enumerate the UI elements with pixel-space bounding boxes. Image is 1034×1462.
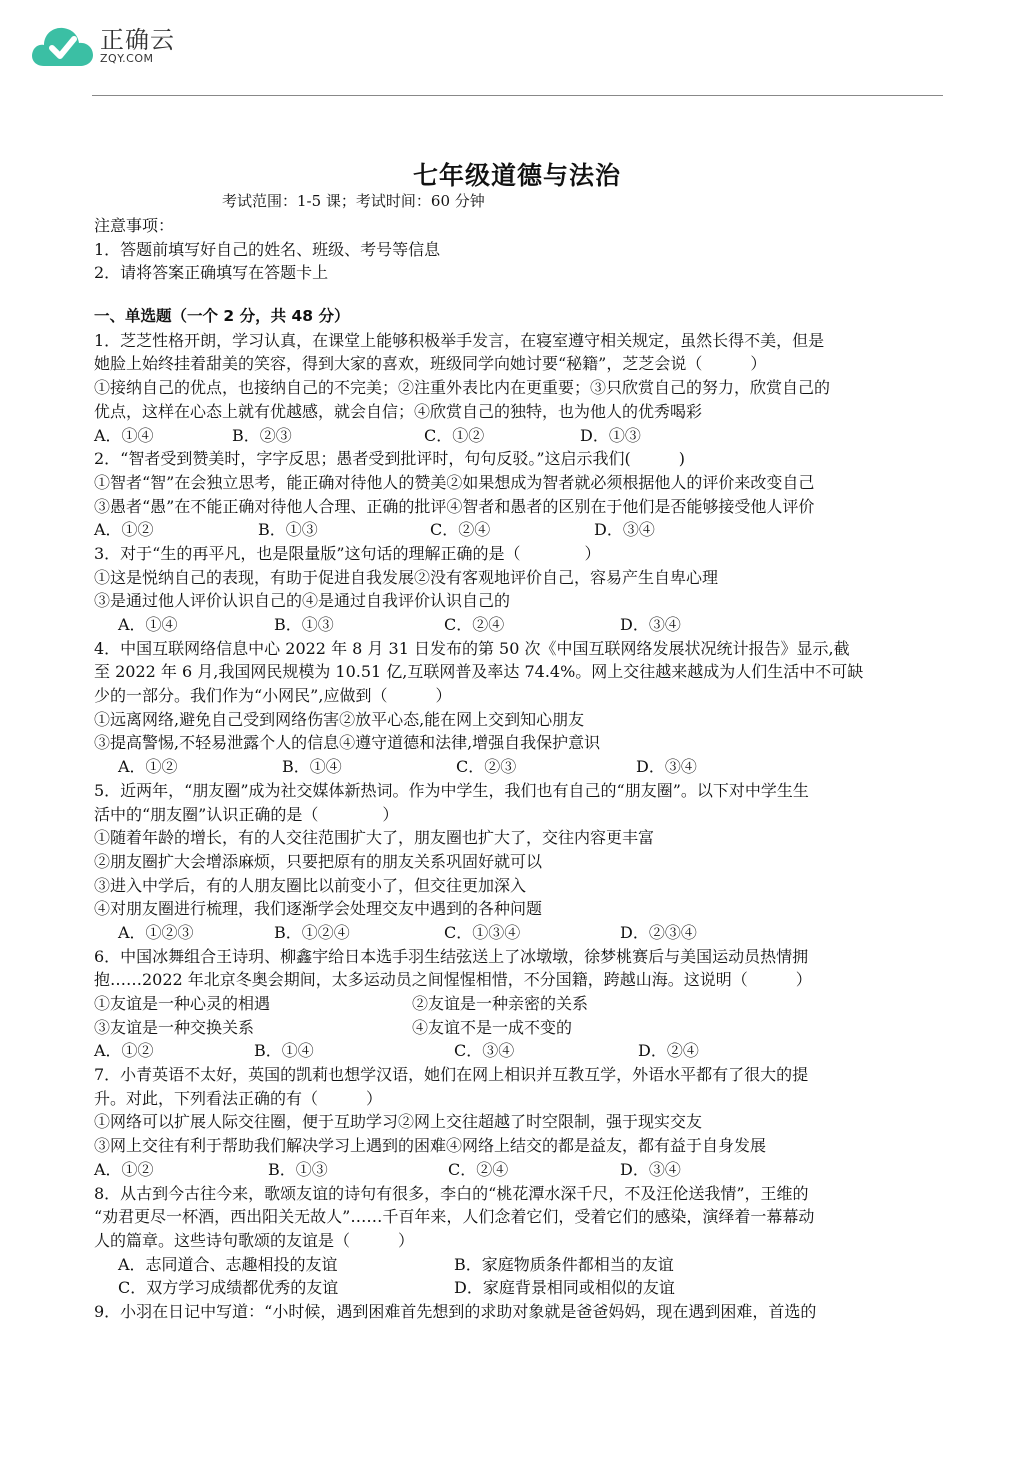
question-line: ③提高警惕,不轻易泄露个人的信息④遵守道德和法律,增强自我保护意识	[94, 733, 601, 753]
option: D．②③④	[620, 922, 697, 942]
question-block	[94, 542, 944, 637]
cloud-check-icon	[30, 20, 94, 72]
statement: ①友谊是一种心灵的相遇	[94, 994, 271, 1013]
options-indent	[94, 755, 118, 779]
question-line: ②朋友圈扩大会增添麻烦，只要把原有的朋友关系巩固好就可以	[94, 851, 543, 871]
question-block	[94, 945, 944, 1063]
question-block	[94, 1300, 944, 1324]
option: A．①②	[94, 1041, 154, 1061]
options-row	[94, 1253, 944, 1277]
question-line: 8．从古到今古往今来，歌颂友谊的诗句有很多，李白的“桃花潭水深千尺，不及汪伦送我情”，王维的	[94, 1183, 809, 1203]
option: B．①③	[274, 615, 334, 634]
option: A．①②	[94, 1159, 154, 1179]
option: A．志同道合、志趣相投的友谊	[118, 1254, 338, 1274]
statement: ④友谊不是一成不变的	[412, 1017, 573, 1037]
question-block	[94, 1063, 944, 1181]
options-row	[94, 755, 944, 779]
option: A．①②	[94, 520, 154, 540]
question-line: 抱……2022 年北京冬奥会期间，太多运动员之间惺惺相惜，不分国籍，跨越山海。这说明（ ）	[94, 970, 812, 990]
option: C．③④	[454, 1041, 515, 1061]
option: C．②③	[456, 757, 517, 777]
question-line: ①网络可以扩展人际交往圈，便于互助学习②网上交往超越了时空限制，强于现实交友	[94, 1112, 703, 1132]
section-title: 一、单选题（一个 2 分，共 48 分）	[94, 307, 350, 326]
option: A．①②	[118, 757, 178, 777]
option: C．②④	[430, 520, 491, 540]
option: D．③④	[636, 757, 697, 777]
options-row	[94, 1158, 944, 1182]
question-block	[94, 447, 944, 542]
spacer	[94, 285, 944, 305]
header-divider	[92, 95, 943, 96]
question-block	[94, 329, 944, 447]
options-indent	[94, 921, 118, 945]
option: B．家庭物质条件都相当的友谊	[454, 1254, 674, 1274]
option: B．①③	[258, 520, 318, 540]
question-line: ③进入中学后，有的人朋友圈比以前变小了，但交往更加深入	[94, 875, 527, 895]
options-row	[94, 1276, 944, 1300]
options-row	[94, 518, 944, 542]
question-line: ①这是悦纳自己的表现，有助于促进自我发展②没有客观地评价自己，容易产生自卑心理	[94, 567, 719, 587]
option: D．③④	[620, 1159, 681, 1179]
question-line: 2．“智者受到赞美时，字字反思；愚者受到批评时，句句反驳。”这启示我们( )	[94, 449, 686, 469]
option: C．双方学习成绩都优秀的友谊	[118, 1278, 339, 1298]
notes-heading: 注意事项：	[94, 216, 175, 235]
question-line: 5．近两年，“朋友圈”成为社交媒体新热词。作为中学生，我们也有自己的“朋友圈”。以下对中学生生	[94, 780, 809, 800]
note-item: 2．请将答案正确填写在答题卡上	[94, 263, 329, 283]
question-line: ③是通过他人评价认识自己的④是通过自我评价认识自己的	[94, 591, 511, 611]
question-line: 少的一部分。我们作为“小网民”,应做到（ ）	[94, 686, 452, 706]
question-line: 7．小青英语不太好，英国的凯莉也想学汉语，她们在网上相识并互教互学，外语水平都有了很大的提	[94, 1065, 809, 1085]
question-line: 6．中国冰舞组合王诗玥、柳鑫宇给日本选手羽生结弦送上了冰墩墩，徐梦桃赛后与美国运动员热情拥	[94, 946, 809, 966]
option: D．家庭背景相同或相似的友谊	[454, 1278, 675, 1298]
question-block	[94, 779, 944, 945]
option: D．①③	[580, 425, 641, 445]
question-line: ③网上交往有利于帮助我们解决学习上遇到的困难④网络上结交的都是益友，都有益于自身发展	[94, 1136, 767, 1156]
option: B．①④	[254, 1041, 314, 1061]
question-line: 活中的“朋友圈”认识正确的是（ ）	[94, 804, 399, 824]
question-line: 她脸上始终挂着甜美的笑容，得到大家的喜欢，班级同学向她讨要“秘籍”，芝芝会说（ ）	[94, 354, 767, 374]
question-line: 3．对于“生的再平凡，也是限量版”这句话的理解正确的是（ ）	[94, 543, 601, 563]
option: C．②④	[448, 1159, 509, 1179]
question-block	[94, 1182, 944, 1300]
question-line: 升。对此，下列看法正确的有（ ）	[94, 1088, 383, 1108]
question-line: ①智者“智”在会独立思考，能正确对待他人的赞美②如果想成为智者就必须根据他人的评价来改变自己	[94, 472, 815, 492]
question-line: ①远离网络,避免自己受到网络伤害②放平心态,能在网上交到知心朋友	[94, 709, 585, 729]
statement-row	[94, 992, 944, 1016]
question-line: ①接纳自己的优点，也接纳自己的不完美；②注重外表比内在更重要；③只欣赏自己的努力，欣赏自己的	[94, 378, 831, 398]
exam-info: 考试范围：1-5 课；考试时间：60 分钟	[222, 192, 485, 210]
option: B．②③	[232, 425, 292, 445]
question-line: “劝君更尽一杯酒，西出阳关无故人”……千百年来，人们念着它们，受着它们的感染，演绎着一幕幕动	[94, 1207, 815, 1227]
question-line: ④对朋友圈进行梳理，我们逐渐学会处理交友中遇到的各种问题	[94, 899, 543, 919]
option: B．①②④	[274, 922, 350, 942]
option: C．②④	[444, 615, 505, 634]
option: A．①②③	[118, 922, 194, 942]
option: A．①④	[94, 425, 154, 445]
brand-text	[100, 27, 175, 65]
statement: ③友谊是一种交换关系	[94, 1017, 255, 1037]
page-title: 七年级道德与法治	[412, 161, 621, 190]
question-line: 人的篇章。这些诗句歌颂的友谊是（ ）	[94, 1230, 415, 1250]
option: B．①④	[282, 757, 342, 777]
brand-logo	[30, 20, 175, 72]
option: D．③④	[620, 615, 681, 634]
question-line: 1．芝芝性格开朗，学习认真，在课堂上能够积极举手发言，在寝室遵守相关规定，虽然长得不美，但是	[94, 330, 825, 350]
option: C．①③④	[444, 922, 521, 942]
options-row	[94, 921, 944, 945]
question-line: 9．小羽在日记中写道：“小时候，遇到困难首先想到的求助对象就是爸爸妈妈，现在遇到困难，首选的	[94, 1301, 817, 1321]
options-row	[94, 424, 944, 448]
question-line: 优点，这样在心态上就有优越感，就会自信；④欣赏自己的独特，也为他人的优秀喝彩	[94, 401, 703, 421]
question-line: 4．中国互联网络信息中心 2022 年 8 月 31 日发布的第 50 次《中国互联网络发展状况统计报告》显示,截	[94, 638, 850, 658]
statement: ②友谊是一种亲密的关系	[412, 994, 589, 1013]
option: D．②④	[638, 1041, 699, 1061]
option: A．①④	[118, 615, 178, 634]
options-indent	[94, 613, 118, 637]
note-item: 1．答题前填写好自己的姓名、班级、考号等信息	[94, 239, 441, 259]
question-list	[94, 329, 944, 1324]
option: C．①②	[424, 425, 485, 445]
question-block	[94, 637, 944, 779]
options-row	[94, 1039, 944, 1063]
option: B．①③	[268, 1159, 328, 1179]
exam-body	[94, 214, 944, 1324]
question-line: ③愚者“愚”在不能正确对待他人合理、正确的批评④智者和愚者的区别在于他们是否能够接受他人评价	[94, 496, 815, 516]
brand-name-en: ZQY.COM	[100, 52, 154, 65]
option: D．③④	[594, 520, 655, 540]
statement-row	[94, 1016, 944, 1040]
options-row	[94, 613, 944, 637]
question-line: 至 2022 年 6 月,我国网民规模为 10.51 亿,互联网普及率达 74.4%。网上交往越来越成为人们生活中不可缺	[94, 662, 864, 682]
question-line: ①随着年龄的增长，有的人交往范围扩大了，朋友圈也扩大了，交往内容更丰富	[94, 828, 655, 848]
brand-name-cn: 正确云	[100, 26, 175, 54]
